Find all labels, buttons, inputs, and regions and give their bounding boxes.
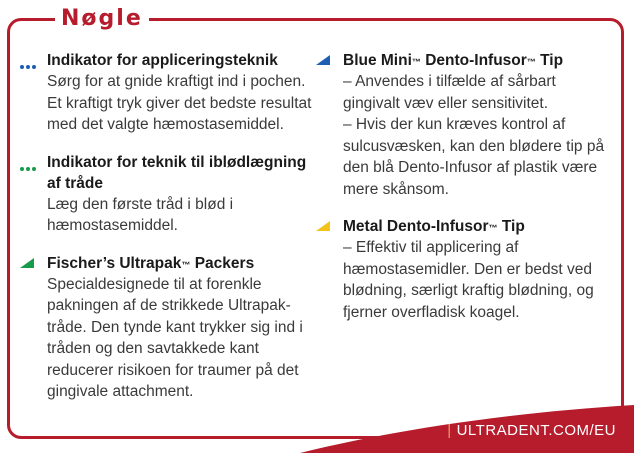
item-title (343, 50, 616, 71)
trademark-mark: ™ (526, 57, 536, 67)
item-title-text: Dento-Infusor (420, 52, 527, 69)
list-item (20, 152, 320, 237)
item-body (47, 71, 320, 136)
blue-triangle-icon (316, 55, 330, 65)
item-body (343, 71, 616, 200)
item-title: Indikator for teknik til iblødlægning af tråde (47, 153, 307, 192)
item-title-text: Metal Dento-Infusor (343, 218, 489, 235)
item-body (47, 194, 320, 237)
footer-separator: | (447, 422, 452, 439)
item-title-text: Fischer’s Ultrapak (47, 254, 182, 272)
item-text: Specialdesignede til at forenkle pakningen af de strikkede Ultrapak-tråde. Den tynde kant trykker sig ind i tråden og den savtakkede kant reducerer risikoen for traumer på det gingivale attachment. (47, 275, 303, 400)
item-title-text: Tip (497, 218, 525, 235)
yellow-triangle-icon (316, 221, 330, 231)
item-body (47, 274, 320, 403)
list-item (316, 216, 616, 323)
list-item (316, 50, 616, 200)
trademark-mark: ™ (488, 223, 498, 233)
footer-url[interactable] (447, 422, 616, 439)
item-text: – Effektiv til applicering af hæmostasemidler. Den er bedst ved blødning, særligt kraftig blødning, og fjerner overfladisk koagel. (343, 239, 594, 321)
trademark-mark: ™ (181, 259, 191, 270)
item-body (343, 237, 616, 323)
item-title: Indikator for appliceringsteknik (47, 52, 278, 69)
green-dots-icon (20, 158, 40, 166)
item-title-text: Tip (535, 52, 564, 69)
key-title: Nøgle (55, 5, 149, 33)
item-title (343, 216, 616, 237)
blue-dots-icon (20, 56, 40, 64)
item-text: – Hvis der kun kræves kontrol af sulcusvæsken, kan den blødere tip på den blå Dento-Infusor af plastik være mere skånsom. (343, 116, 605, 198)
footer-url-text[interactable]: ULTRADENT.COM/EU (456, 422, 616, 439)
right-column (316, 50, 616, 339)
list-item (20, 253, 320, 403)
item-text: Sørg for at gnide kraftigt ind i pochen. Et kraftigt tryk giver det bedste resultat med det valgte hæmostasemiddel. (47, 73, 312, 133)
item-title-text: Blue Mini (343, 52, 412, 69)
item-text: – Anvendes i tilfælde af sårbart gingivalt væv eller sensitivitet. (343, 73, 556, 112)
left-column (20, 50, 320, 419)
item-text: Læg den første tråd i blød i hæmostasemiddel. (47, 195, 234, 234)
trademark-mark: ™ (411, 57, 421, 67)
item-title (47, 253, 320, 274)
item-title-text: Packers (190, 254, 255, 272)
green-triangle-icon (20, 258, 34, 268)
list-item (20, 50, 320, 136)
